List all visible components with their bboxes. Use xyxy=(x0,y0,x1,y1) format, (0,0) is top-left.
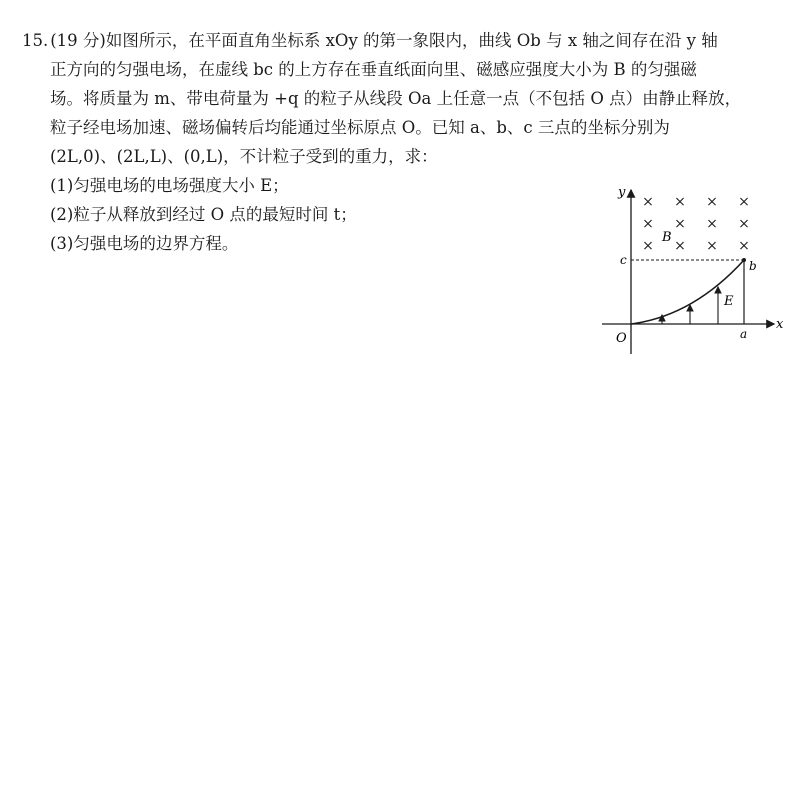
cross-mark: × xyxy=(642,238,654,254)
field-diagram-svg xyxy=(598,184,788,364)
label-point-c: c xyxy=(620,253,627,267)
sub-question-2: (2)粒子从释放到经过 O 点的最短时间 t； xyxy=(50,205,357,224)
cross-mark: × xyxy=(706,216,718,232)
field-diagram xyxy=(598,184,788,364)
problem-line-5: (2L,0)、(2L,L)、(0,L)，不计粒子受到的重力，求： xyxy=(50,147,438,166)
problem-line-4: 粒子经电场加速、磁场偏转后均能通过坐标原点 O。已知 a、b、c 三点的坐标分别为 xyxy=(50,118,670,137)
cross-mark: × xyxy=(674,194,686,210)
cross-mark: × xyxy=(642,216,654,232)
label-point-b: b xyxy=(749,259,757,273)
problem-line-1: 如图所示，在平面直角坐标系 xOy 的第一象限内，曲线 Ob 与 x 轴之间存在沿 y 轴 xyxy=(105,31,718,50)
label-point-a: a xyxy=(740,327,748,341)
label-y-axis: y xyxy=(618,185,626,200)
cross-mark: × xyxy=(738,238,750,254)
problem-line-2: 正方向的匀强电场，在虚线 bc 的上方存在垂直纸面向里、磁感应强度大小为 B 的匀强磁 xyxy=(50,60,697,79)
label-origin: O xyxy=(616,331,627,346)
sub-question-3: (3)匀强电场的边界方程。 xyxy=(50,234,239,253)
problem-line-3: 场。将质量为 m、带电荷量为 +q 的粒子从线段 Oa 上任意一点（不包括 O 点）由静止释放， xyxy=(50,89,742,108)
question-number: 15. xyxy=(22,31,49,50)
label-x-axis: x xyxy=(776,317,784,332)
label-field-e: E xyxy=(724,294,734,309)
label-field-b: B xyxy=(662,230,672,245)
magnetic-field-crosses xyxy=(642,194,750,254)
cross-mark: × xyxy=(674,238,686,254)
cross-mark: × xyxy=(706,194,718,210)
point-b-dot xyxy=(742,258,746,262)
cross-mark: × xyxy=(674,216,686,232)
cross-mark: × xyxy=(642,194,654,210)
problem-first-line xyxy=(22,26,782,55)
cross-mark: × xyxy=(738,216,750,232)
sub-question-1: (1)匀强电场的电场强度大小 E； xyxy=(50,176,289,195)
question-score: (19 分) xyxy=(50,31,106,50)
curve-ob xyxy=(631,260,744,324)
cross-mark: × xyxy=(706,238,718,254)
cross-mark: × xyxy=(738,194,750,210)
